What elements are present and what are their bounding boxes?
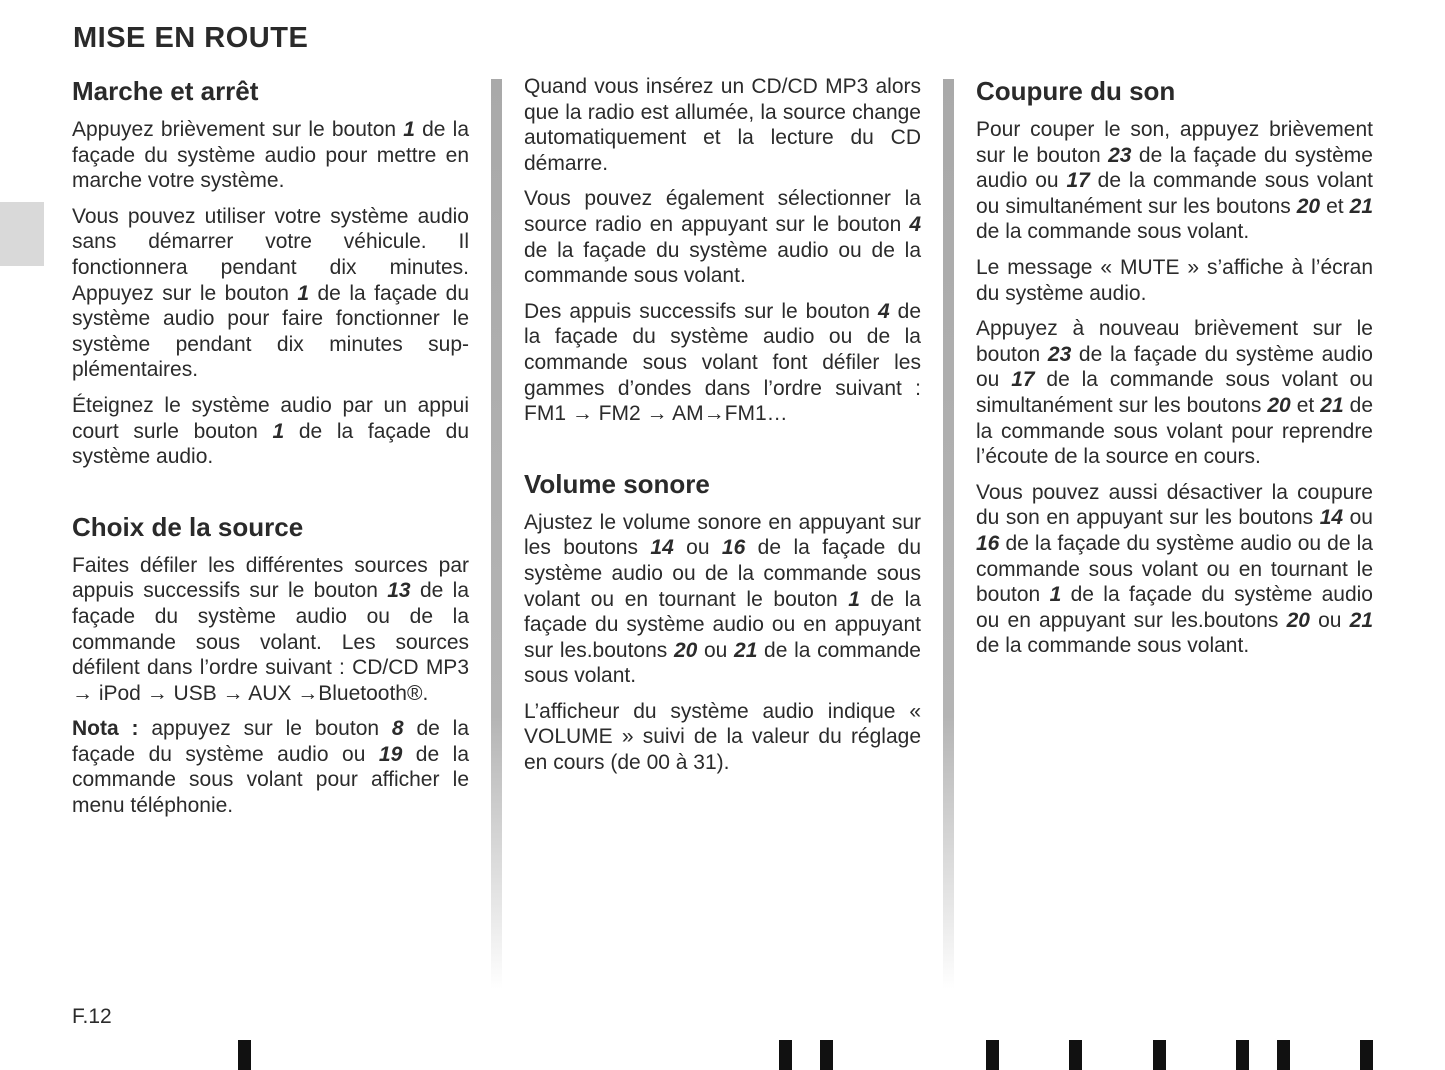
paragraph: L’afficheur du système audio indique « VOLUME » suivi de la valeur du réglage en cours (de 00 à 31). — [524, 699, 921, 775]
print-mark — [779, 1040, 792, 1070]
page-title: MISE EN ROUTE — [73, 22, 309, 54]
paragraph: Pour couper le son, appuyez brièvement sur le bouton 23 de la façade du système audio ou 17 de la commande sous volant ou simultanément sur les boutons 20 et 21 de la commande sous volant. — [976, 118, 1373, 244]
print-mark — [1277, 1040, 1290, 1070]
chapter-tab — [0, 202, 44, 266]
paragraph: Vous pouvez utiliser votre système audio sans démarrer votre véhicule. Il fonctionnera pendant dix minutes. Appuyez sur le bouton 1 de la façade du système audio pour faire fonctionner le système pendant dix minutes supplémentaires. — [72, 204, 470, 382]
column-left — [72, 74, 469, 829]
column-middle — [524, 74, 921, 786]
nota-paragraph: Nota : appuyez sur le bouton 8 de la façade du système audio ou 19 de la commande sous volant pour afficher le menu téléphonie. — [72, 717, 469, 818]
paragraph: Vous pouvez également sélectionner la source radio en appuyant sur le bouton 4 de la façade du système audio ou de la commande sous volant. — [524, 187, 921, 288]
print-mark — [986, 1040, 999, 1070]
section-heading-choix-source: Choix de la source — [72, 511, 304, 542]
paragraph: Appuyez brièvement sur le bouton 1 de la façade du système audio pour mettre en marche votre système. — [72, 118, 469, 193]
print-mark — [238, 1040, 251, 1070]
page-number: F.12 — [72, 1005, 112, 1028]
paragraph: Vous pouvez aussi désactiver la coupure du son en appuyant sur les boutons 14 ou 16 de la façade du système audio ou de la commande sous volant ou en tournant le bouton 1 de la façade du système audio ou en appuyant sur les.boutons 20 ou 21 de la commande sous volant. — [976, 480, 1373, 658]
print-mark — [820, 1040, 833, 1070]
paragraph: Des appuis successifs sur le bouton 4 de la façade du système audio ou de la commande sous volant font défiler les gammes d’ondes dans l’ordre suivant : FM1 → FM2 → AM→FM1… — [524, 299, 921, 426]
print-mark — [1069, 1040, 1082, 1070]
paragraph: Quand vous insérez un CD/CD MP3 alors que la radio est allumée, la source change automatiquement et la lecture du CD démarre. — [524, 75, 921, 175]
section-heading-coupure-son: Coupure du son — [976, 76, 1176, 106]
paragraph: Le message « MUTE » s’affiche à l’écran du système audio. — [976, 255, 1373, 305]
section-heading-marche-arret: Marche et arrêt — [72, 76, 259, 106]
section-heading-volume-sonore: Volume sonore — [524, 468, 710, 499]
paragraph: Faites défiler les différentes sources par appuis successifs sur le bouton 13 de la façade du système audio ou de la commande sous volant. Les sources défilent dans l’ordre suivant : CD/CD MP3 → iPod → USB → AUX →Bluetooth®. — [72, 553, 469, 705]
paragraph: Ajustez le volume sonore en appuyant sur les boutons 14 ou 16 de la façade du système audio ou de la commande sous volant ou en tournant le bouton 1 de la façade du système audio ou en appuyant sur les.boutons 20 ou 21 de la commande sous volant. — [524, 510, 922, 688]
print-mark — [1360, 1040, 1373, 1070]
column-right — [976, 74, 1373, 669]
print-mark — [1153, 1040, 1166, 1070]
column-divider — [491, 79, 502, 989]
print-mark — [1236, 1040, 1249, 1070]
paragraph: Éteignez le système audio par un appui court surle bouton 1 de la façade du système audio. — [72, 393, 470, 469]
paragraph: Appuyez à nouveau brièvement sur le bouton 23 de la façade du système audio ou 17 de la commande sous volant ou simultanément sur les boutons 20 et 21 de la commande sous volant pour reprendre l’écoute de la source en cours. — [976, 317, 1373, 469]
column-divider — [943, 79, 954, 989]
